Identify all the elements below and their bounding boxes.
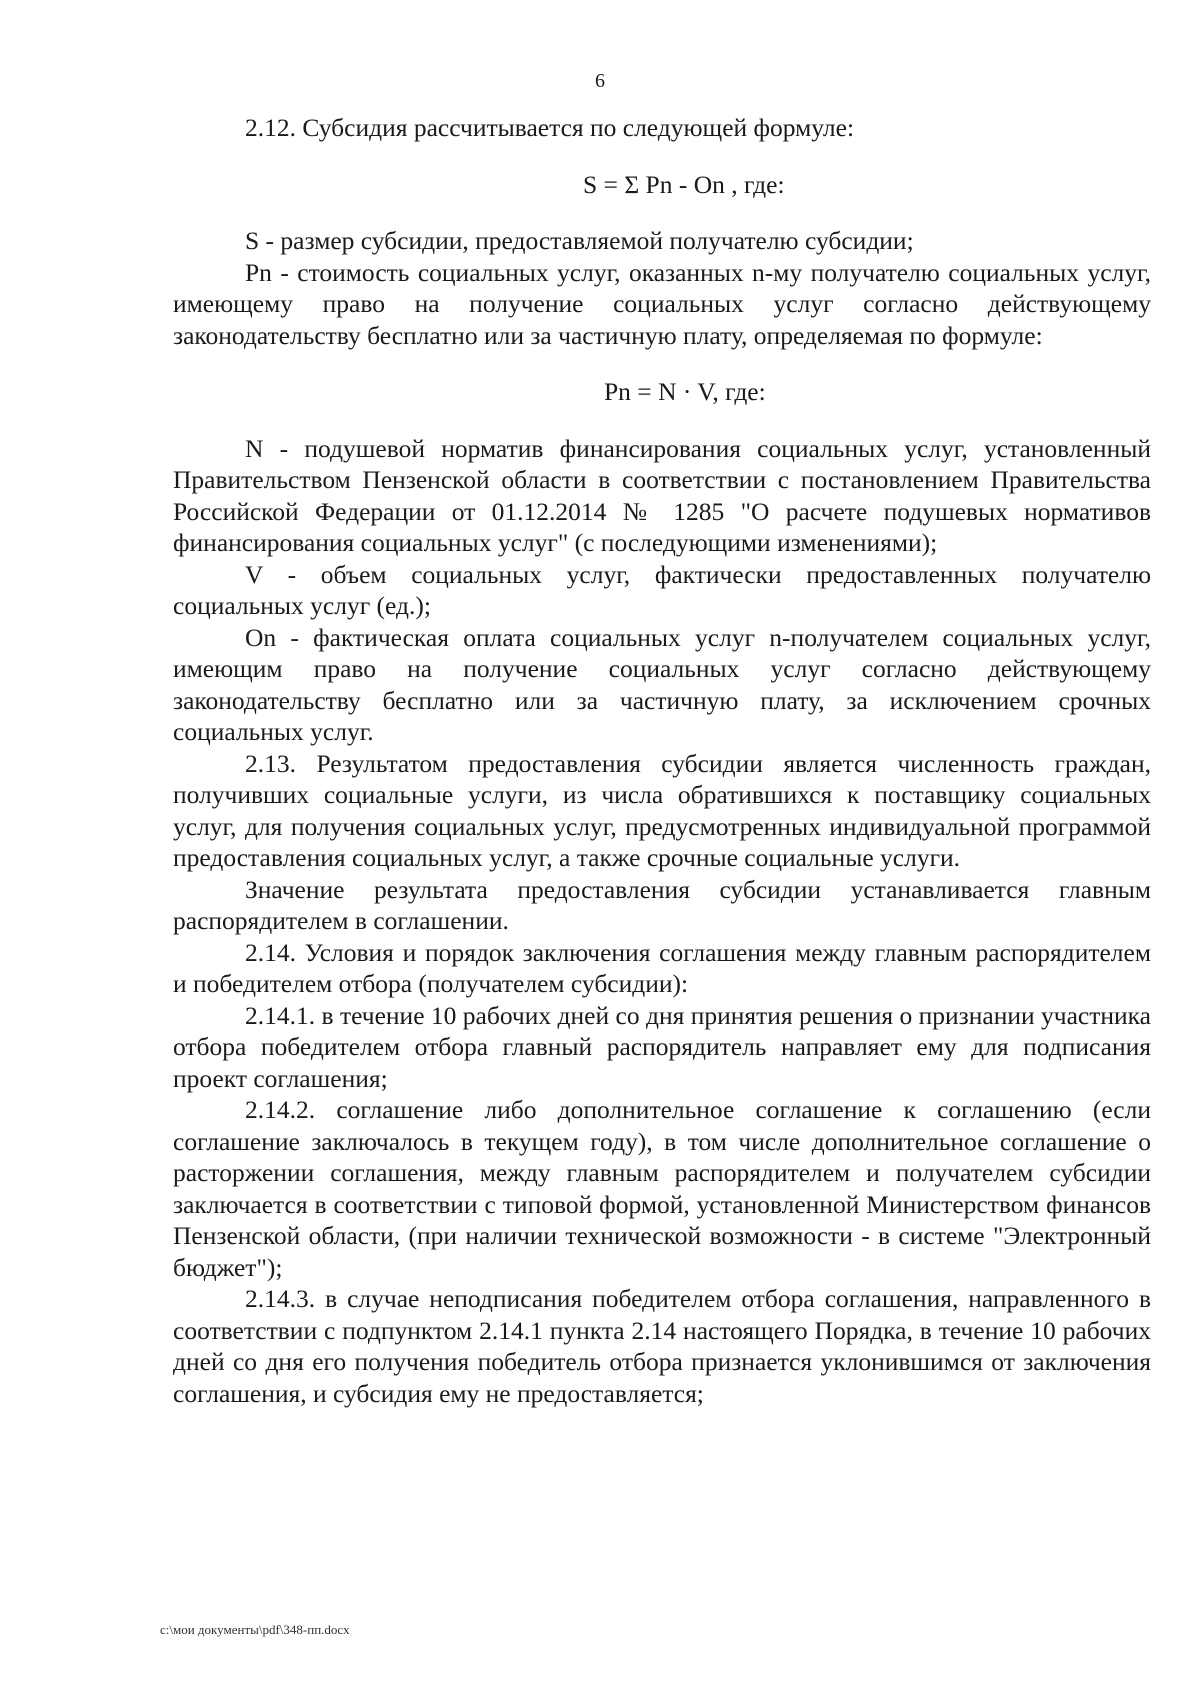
paragraph-result-value: Значение результата предоставления субсидии устанавливается главным распорядителем в соглашении. xyxy=(173,874,1151,935)
formula-subsidy: S = Σ Pn - On , где: xyxy=(583,169,785,199)
paragraph-2-14-2: 2.14.2. соглашение либо дополнительное соглашение к соглашению (если соглашение заключалось в текущем году), в том числе дополнительное соглашение о расторжении соглашения, между главным распорядителем и получателем субсидии заключается в соответствии с типовой формой, установленной Министерством финансов Пензенской области, (при наличии технической возможности - в системе "Электронный бюджет"); xyxy=(173,1095,1151,1282)
page-number: 6 xyxy=(595,70,605,92)
paragraph-2-14-1: 2.14.1. в течение 10 рабочих дней со дня принятия решения о признании участника отбора победителем отбора главный распорядитель направляет ему для подписания проект соглашения; xyxy=(173,1000,1151,1093)
definition-s: S - размер субсидии, предоставляемой получателю субсидии; xyxy=(245,226,914,255)
document-body xyxy=(173,112,1151,1409)
definition-pn: Pn - стоимость социальных услуг, оказанных n-му получателю социальных услуг, имеющему право на получение социальных услуг согласно действующему законодательству бесплатно или за частичную плату, определяемая по формуле: xyxy=(173,257,1151,350)
paragraph-2-14: 2.14. Условия и порядок заключения соглашения между главным распорядителем и победителем отбора (получателем субсидии): xyxy=(173,937,1151,998)
paragraph-2-12: 2.12. Субсидия рассчитывается по следующей формуле: xyxy=(245,113,855,142)
definition-n: N - подушевой норматив финансирования социальных услуг, установленный Правительством Пензенской области в соответствии с постановлением Правительства Российской Федерации от 01.12.2014 № 1285 "О расчете подушевых нормативов финансирования социальных услуг" (с последующими изменениями); xyxy=(173,433,1151,557)
formula-pn: Pn = N · V, где: xyxy=(604,377,766,406)
paragraph-2-13: 2.13. Результатом предоставления субсидии является численность граждан, получивших социальные услуги, из числа обратившихся к поставщику социальных услуг, для получения социальных услуг, предусмотренных индивидуальной программой предоставления социальных услуг, а также срочные социальные услуги. xyxy=(173,748,1151,872)
footer-file-path: c:\мои документы\pdf\348-пп.docx xyxy=(160,1622,350,1637)
paragraph-2-14-3: 2.14.3. в случае неподписания победителем отбора соглашения, направленного в соответствии с подпунктом 2.14.1 пункта 2.14 настоящего Порядка, в течение 10 рабочих дней со дня его получения победитель отбора признается уклонившимся от заключения соглашения, и субсидия ему не предоставляется; xyxy=(173,1284,1151,1408)
definition-v: V - объем социальных услуг, фактически предоставленных получателю социальных услуг (ед.); xyxy=(173,559,1151,620)
definition-on: On - фактическая оплата социальных услуг n-получателем социальных услуг, имеющим право на получение социальных услуг согласно действующему законодательству бесплатно или за частичную плату, за исключением срочных социальных услуг. xyxy=(173,622,1151,746)
